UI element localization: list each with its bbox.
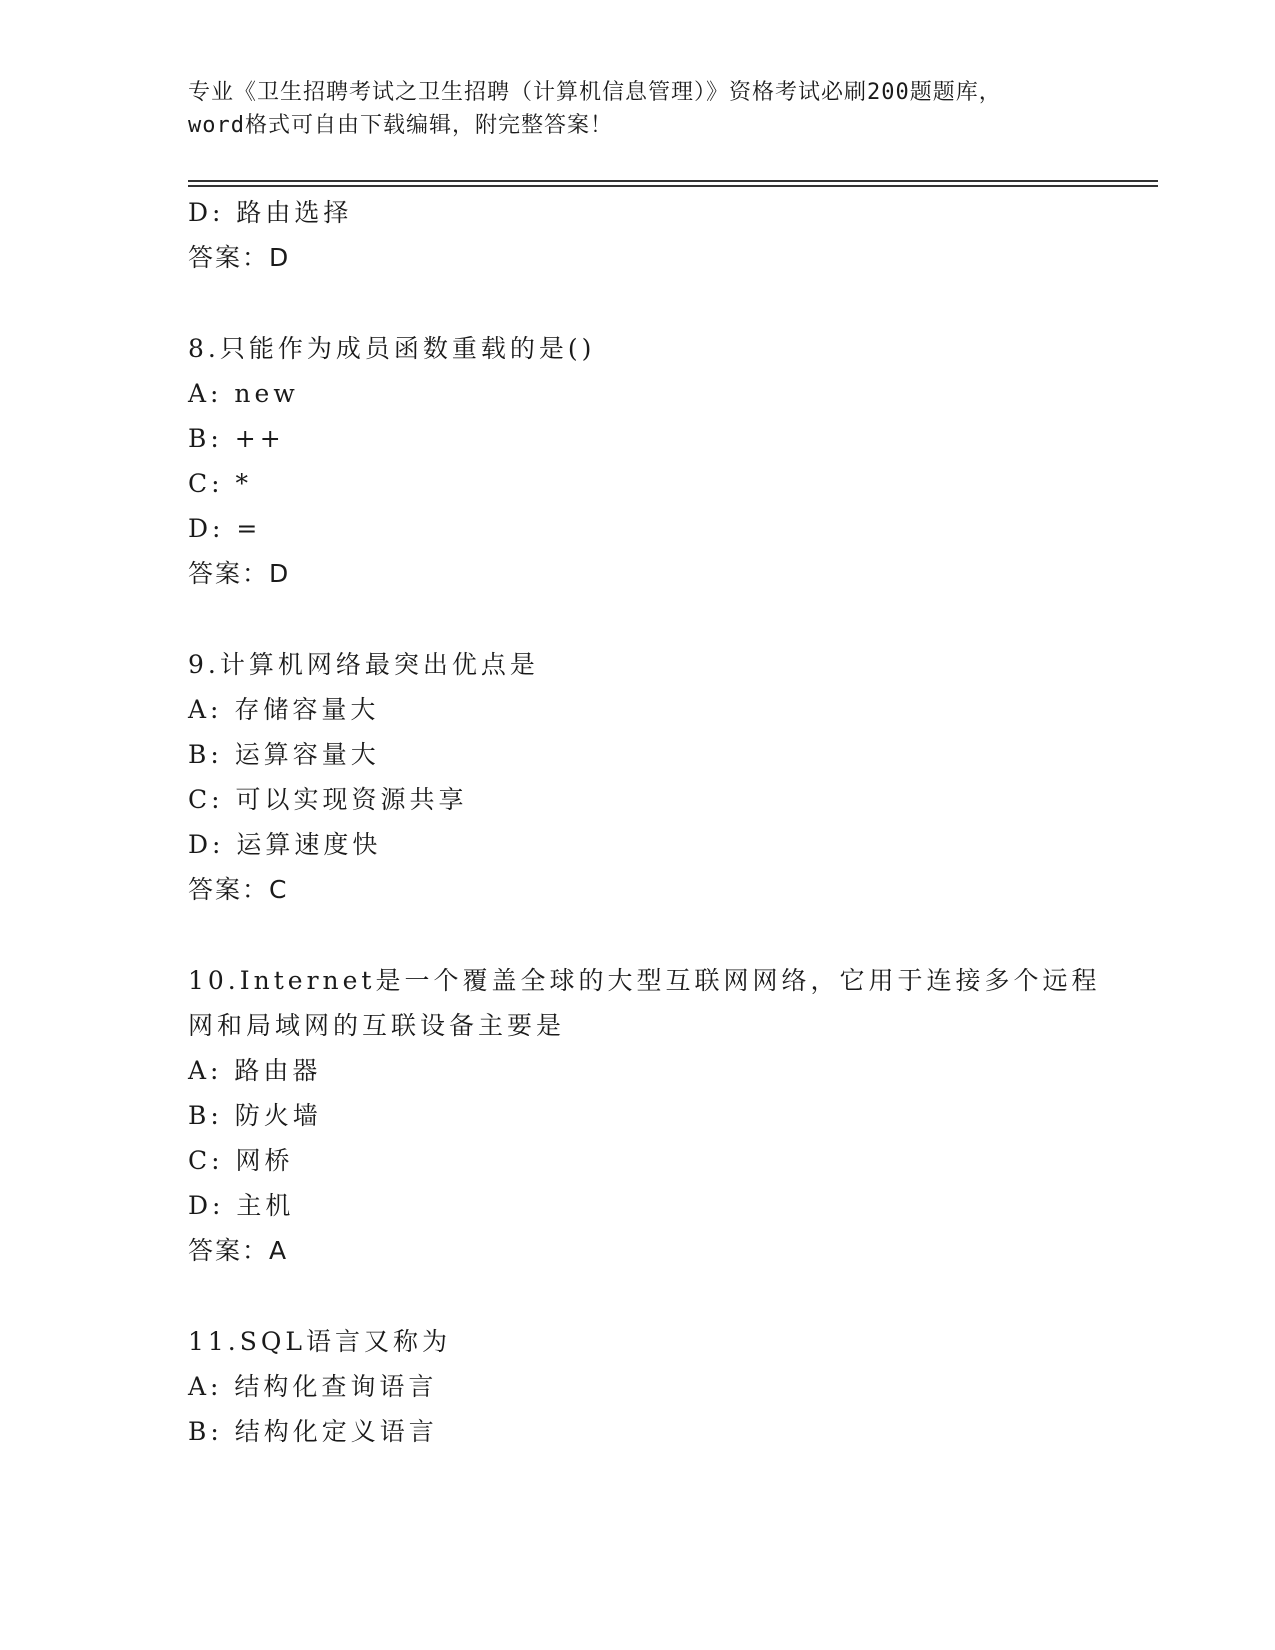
question-8-option-d: D: =	[188, 514, 262, 543]
question-spacer	[188, 1273, 1088, 1319]
question-spacer	[188, 912, 1088, 958]
question-11-option-b: B: 结构化定义语言	[188, 1417, 438, 1446]
header-divider-top	[188, 180, 1158, 182]
prev-answer: 答案：D	[188, 243, 291, 272]
question-9-option-a: A: 存储容量大	[188, 695, 380, 724]
header-line-2: word格式可自由下载编辑，附完整答案！	[188, 113, 613, 138]
question-9-answer: 答案：C	[188, 875, 289, 904]
question-8-title: 8.只能作为成员函数重载的是()	[188, 334, 596, 363]
question-10-option-a: A: 路由器	[188, 1056, 322, 1085]
header-line-1: 专业《卫生招聘考试之卫生招聘（计算机信息管理）》资格考试必刷200题题库，	[188, 80, 1002, 105]
question-content	[188, 190, 1101, 1454]
question-10-option-c: C: 网桥	[188, 1146, 294, 1175]
prev-option-d: D: 路由选择	[188, 198, 353, 227]
question-10-title-line-2: 网和局域网的互联设备主要是	[188, 1011, 566, 1040]
document-header	[188, 76, 1088, 142]
question-spacer	[188, 596, 1088, 642]
question-10-answer: 答案：A	[188, 1236, 289, 1265]
question-9-title: 9.计算机网络最突出优点是	[188, 650, 539, 679]
question-spacer	[188, 280, 1088, 326]
question-10-title-line-1: 10.Internet是一个覆盖全球的大型互联网网络，它用于连接多个远程	[188, 966, 1101, 995]
question-9-option-c: C: 可以实现资源共享	[188, 785, 468, 814]
question-10-option-b: B: 防火墙	[188, 1101, 322, 1130]
question-9-option-d: D: 运算速度快	[188, 830, 382, 859]
question-11-option-a: A: 结构化查询语言	[188, 1372, 438, 1401]
question-8-option-b: B: ++	[188, 424, 285, 453]
question-8-option-a: A: new	[188, 379, 299, 408]
question-11-title: 11.SQL语言又称为	[188, 1327, 451, 1356]
question-10-option-d: D: 主机	[188, 1191, 295, 1220]
header-divider-bottom	[188, 185, 1158, 187]
question-8-option-c: C: *	[188, 469, 252, 498]
question-9-option-b: B: 运算容量大	[188, 740, 380, 769]
question-8-answer: 答案：D	[188, 559, 291, 588]
